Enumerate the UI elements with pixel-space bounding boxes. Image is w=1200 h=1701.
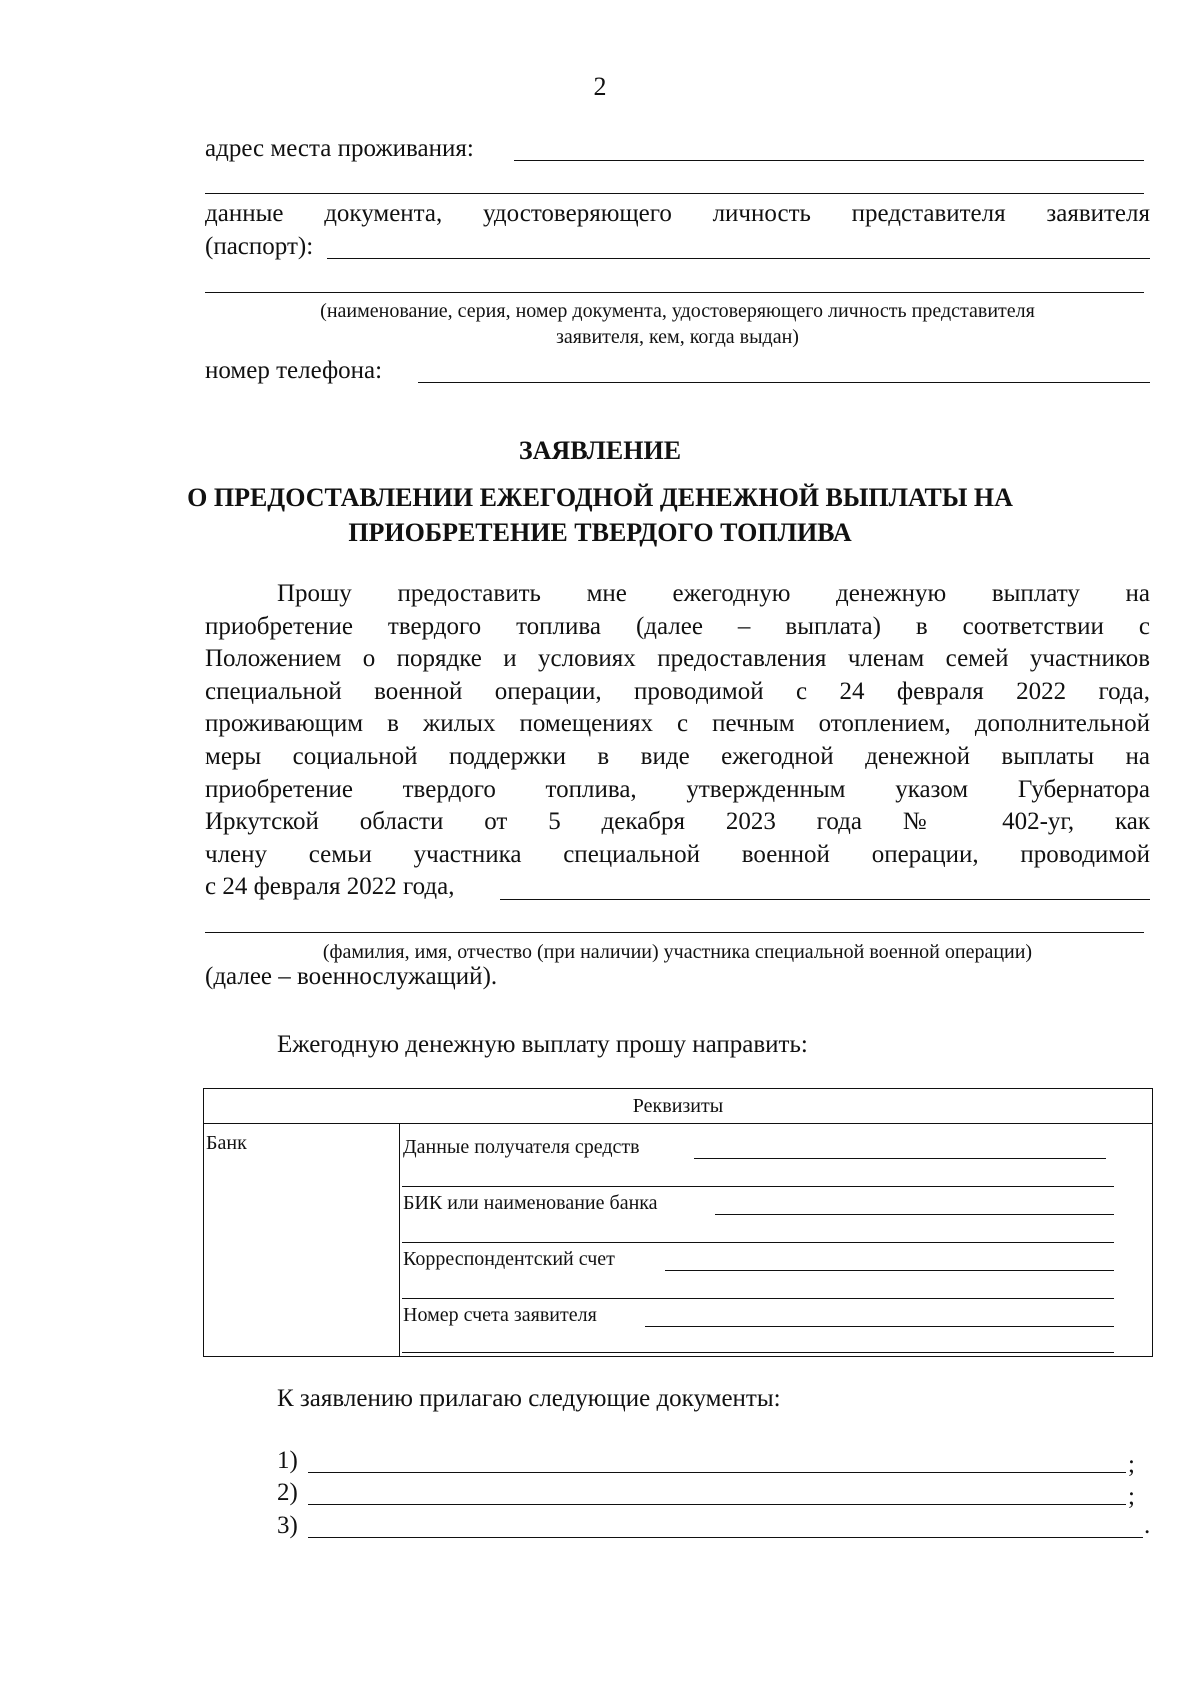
bank-label: Банк [206,1132,247,1154]
bank-fields-cell [400,1124,1153,1357]
payment-intro: Ежегодную денежную выплату прошу направить: [277,1031,808,1058]
correspondent-account-fill-line-2 [402,1298,1114,1299]
participant-fill-line-2 [205,932,1144,933]
recipient-data-fill-line-2 [402,1186,1114,1187]
application-text-line: Положением о порядке и условиях предоставления членам семей участников [205,645,1150,673]
id-document-fill-line-2 [205,292,1144,293]
id-document-label-cont: (паспорт): [205,233,314,260]
application-text-line: Иркутской области от 5 декабря 2023 года № 402-уг, как [205,808,1150,836]
applicant-account-fill-line [645,1326,1114,1327]
application-text-line: меры социальной поддержки в виде ежегодной денежной выплаты на [205,742,1150,770]
bank-cell [204,1124,400,1357]
id-document-label: данные документа, удостоверяющего личность представителя заявителя [205,200,1150,227]
id-document-fill-line [327,258,1150,259]
phone-fill-line [418,382,1150,383]
document-title: ЗАЯВЛЕНИЕ [518,436,682,465]
bik-bank-name-fill-line-2 [402,1242,1114,1243]
bank-details-table [203,1088,1153,1357]
attachment-end-2: ; [1128,1483,1135,1510]
bik-bank-name-label: БИК или наименование банка [403,1192,658,1214]
document-subtitle: О ПРЕДОСТАВЛЕНИИ ЕЖЕГОДНОЙ ДЕНЕЖНОЙ ВЫПЛАТЫ НА [187,483,1013,512]
applicant-account-fill-line-2 [402,1352,1114,1353]
attachments-intro: К заявлению прилагаю следующие документы: [277,1385,781,1412]
application-text-line: приобретение твердого топлива, утвержденным указом Губернатора [205,775,1150,803]
application-text [205,578,1150,904]
correspondent-account-fill-line [665,1270,1114,1271]
address-label: адрес места проживания: [205,135,474,162]
recipient-data-label: Данные получателя средств [403,1136,640,1158]
application-text-line: приобретение твердого топлива (далее – выплата) в соответствии с [205,612,1150,640]
attachment-fill-line-1 [308,1472,1126,1473]
application-text-line: проживающим в жилых помещениях с печным отоплением, дополнительной [205,710,1150,738]
id-document-caption: (наименование, серия, номер документа, удостоверяющего личность представителя [320,300,1035,322]
page-number: 2 [593,72,607,101]
attachment-fill-line-3 [308,1537,1143,1538]
attachment-number-1: 1) [277,1447,298,1474]
application-text-line: члену семьи участника специальной военной операции, проводимой [205,840,1150,868]
application-text-line: с 24 февраля 2022 года, [205,873,455,901]
serviceman-note: (далее – военнослужащий). [205,963,498,990]
attachment-number-2: 2) [277,1479,298,1506]
document-subtitle-cont: ПРИОБРЕТЕНИЕ ТВЕРДОГО ТОПЛИВА [348,518,852,547]
participant-fill-line [500,899,1150,900]
address-fill-line-2 [205,193,1144,194]
attachment-end-1: ; [1128,1451,1135,1478]
attachment-number-3: 3) [277,1512,298,1539]
attachment-fill-line-2 [308,1504,1126,1505]
application-text-line: Прошу предоставить мне ежегодную денежную выплату на [277,580,1150,607]
participant-caption: (фамилия, имя, отчество (при наличии) участника специальной военной операции) [322,941,1033,963]
id-document-caption-cont: заявителя, кем, когда выдан) [556,326,799,348]
application-text-line: специальной военной операции, проводимой с 24 февраля 2022 года, [205,677,1150,705]
phone-label: номер телефона: [205,357,383,384]
correspondent-account-label: Корреспондентский счет [403,1248,615,1270]
address-fill-line [514,160,1144,161]
bik-bank-name-fill-line [715,1214,1114,1215]
recipient-data-fill-line [694,1158,1106,1159]
applicant-account-label: Номер счета заявителя [403,1304,597,1326]
bank-details-header: Реквизиты [204,1089,1153,1124]
attachment-end-3: . [1144,1512,1151,1539]
